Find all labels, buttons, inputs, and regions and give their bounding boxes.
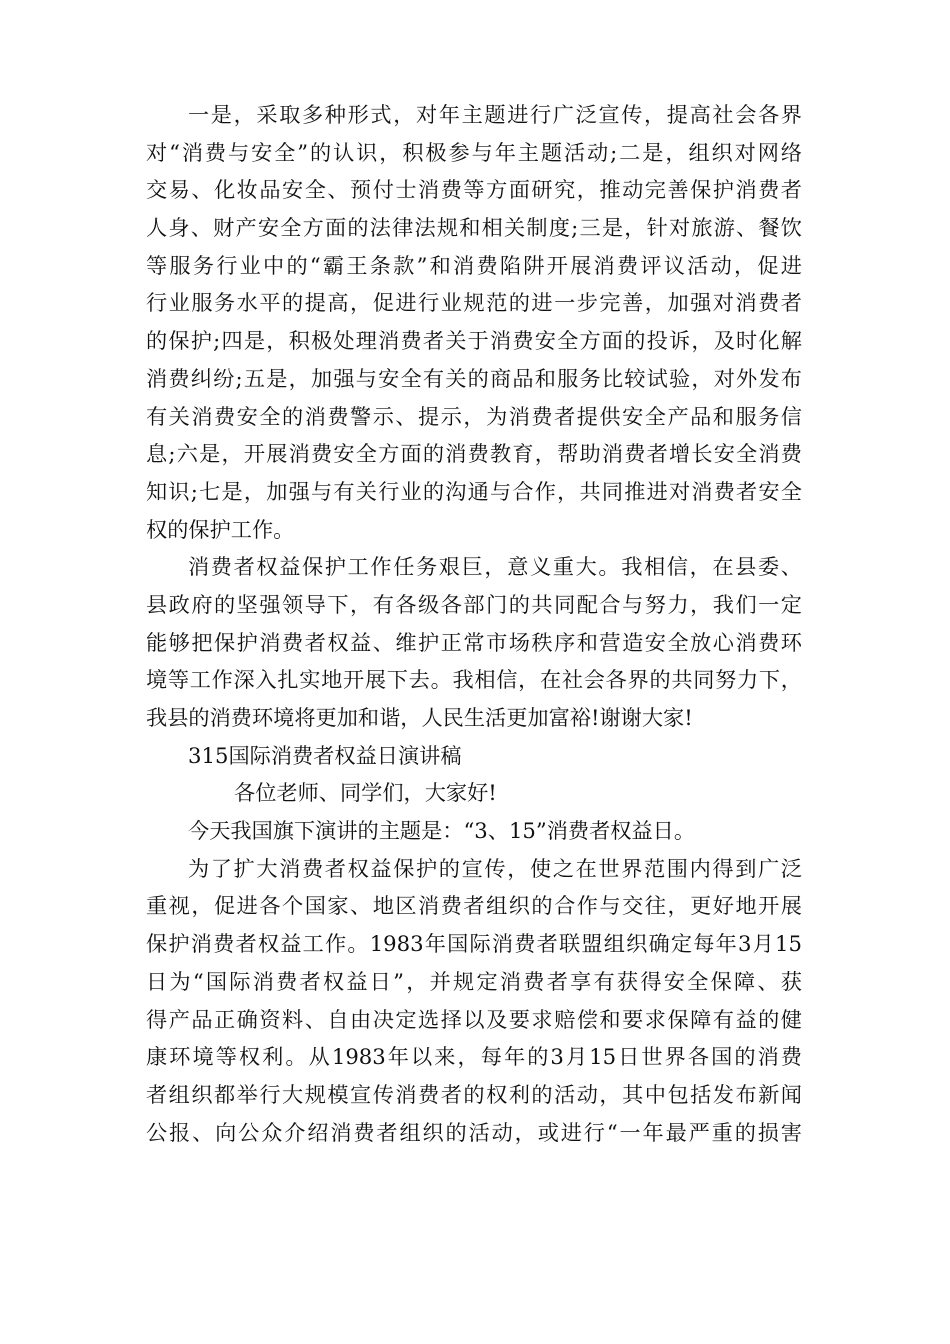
text-line: 等服务行业中的“霸王条款”和消费陷阱开展消费评议活动，促进	[146, 252, 802, 278]
greeting-line: 各位老师、同学们，大家好!	[234, 780, 497, 806]
text-line: 境等工作深入扎实地开展下去。我相信，在社会各界的共同努力下，	[146, 667, 802, 693]
text-line: 得产品正确资料、自由决定选择以及要求赔偿和要求保障有益的健	[146, 1006, 802, 1032]
text-line: 我县的消费环境将更加和谐，人民生活更加富裕!谢谢大家!	[146, 705, 693, 730]
text-line: 康环境等权利。从1983年以来，每年的3月15日世界各国的消费	[146, 1044, 802, 1070]
text-line: 消费纠纷;五是，加强与安全有关的商品和服务比较试验，对外发布	[146, 365, 802, 391]
text-line: 日为“国际消费者权益日”，并规定消费者享有获得安全保障、获	[146, 968, 802, 994]
section-title: 315国际消费者权益日演讲稿	[188, 742, 462, 768]
text-line: 息;六是，开展消费安全方面的消费教育，帮助消费者增长安全消费	[146, 441, 802, 467]
text-line: 对“消费与安全”的认识，积极参与年主题活动;二是，组织对网络	[146, 139, 802, 165]
text-line: 有关消费安全的消费警示、提示，为消费者提供安全产品和服务信	[146, 403, 802, 429]
text-line: 保护消费者权益工作。1983年国际消费者联盟组织确定每年3月15	[146, 931, 802, 957]
text-line: 今天我国旗下演讲的主题是：“3、15”消费者权益日。	[188, 818, 696, 844]
text-line: 消费者权益保护工作任务艰巨，意义重大。我相信，在县委、	[188, 554, 802, 580]
text-line: 公报、向公众介绍消费者组织的活动，或进行“一年最严重的损害	[146, 1119, 802, 1145]
text-line: 交易、化妆品安全、预付士消费等方面研究，推动完善保护消费者	[146, 177, 802, 203]
text-line: 为了扩大消费者权益保护的宣传，使之在世界范围内得到广泛	[188, 855, 802, 881]
text-line: 知识;七是，加强与有关行业的沟通与合作，共同推进对消费者安全	[146, 478, 802, 504]
text-line: 的保护;四是，积极处理消费者关于消费安全方面的投诉，及时化解	[146, 328, 802, 354]
text-line: 人身、财产安全方面的法律法规和相关制度;三是，针对旅游、餐饮	[146, 215, 802, 241]
text-line: 一是，采取多种形式，对年主题进行广泛宣传，提高社会各界	[188, 102, 802, 127]
text-line: 县政府的坚强领导下，有各级各部门的共同配合与努力，我们一定	[146, 591, 802, 617]
text-line: 者组织都举行大规模宣传消费者的权利的活动，其中包括发布新闻	[146, 1081, 802, 1107]
text-line: 能够把保护消费者权益、维护正常市场秩序和营造安全放心消费环	[146, 629, 802, 655]
text-line: 权的保护工作。	[146, 516, 295, 542]
text-line: 行业服务水平的提高，促进行业规范的进一步完善，加强对消费者	[146, 290, 802, 316]
text-line: 重视，促进各个国家、地区消费者组织的合作与交往，更好地开展	[146, 893, 802, 919]
